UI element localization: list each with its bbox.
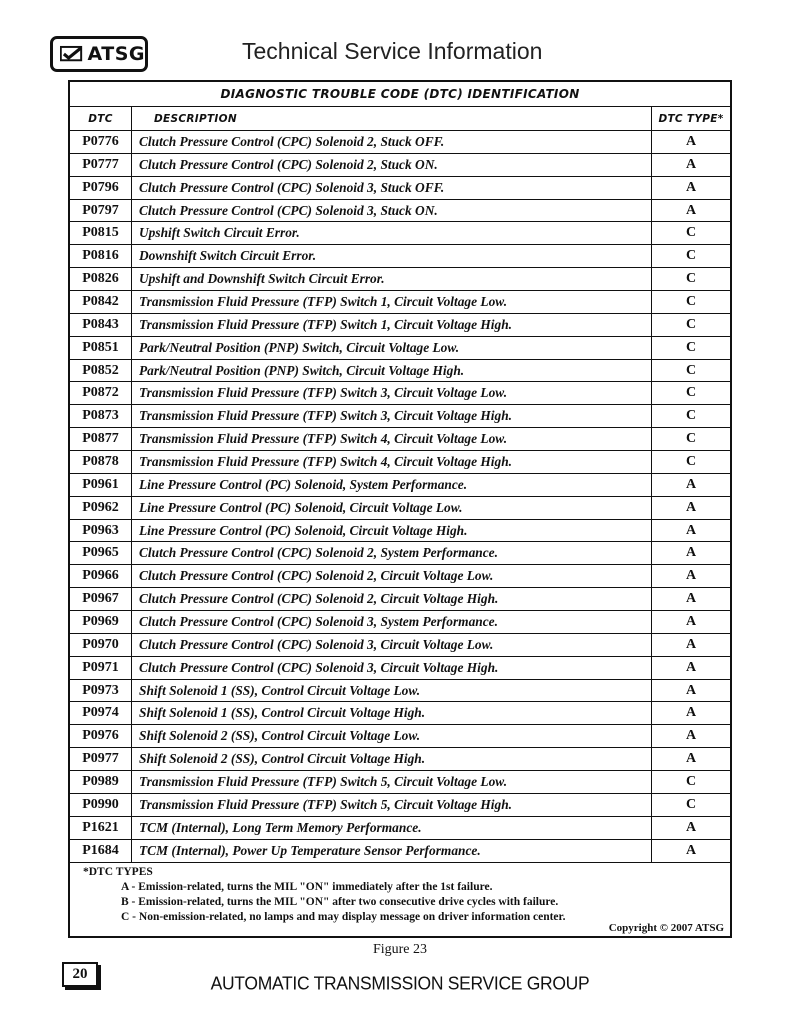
- description-cell: Clutch Pressure Control (CPC) Solenoid 3, Circuit Voltage High.: [132, 657, 652, 679]
- dtc-type-cell: A: [685, 202, 697, 218]
- description-cell: Park/Neutral Position (PNP) Switch, Circuit Voltage High.: [132, 360, 652, 382]
- note-line: A - Emission-related, turns the MIL "ON" immediately after the 1st failure.: [121, 880, 493, 893]
- dtc-code-cell: P0962: [70, 497, 132, 519]
- dtc-code-cell: P0990: [70, 794, 132, 816]
- table-row: [70, 291, 730, 314]
- table-row: [70, 702, 730, 725]
- dtc-type-notes: [70, 863, 730, 923]
- dtc-code-cell: P1684: [70, 840, 132, 862]
- table-row: [70, 268, 730, 291]
- dtc-type-cell: A: [685, 842, 697, 858]
- dtc-code-cell: P0989: [70, 771, 132, 793]
- table-row: [70, 337, 730, 360]
- dtc-code-cell: P0878: [70, 451, 132, 473]
- dtc-code-cell: P0797: [70, 200, 132, 222]
- table-row: [70, 680, 730, 703]
- dtc-code-cell: P0851: [70, 337, 132, 359]
- dtc-type-cell: A: [685, 133, 697, 149]
- checkmark-icon: [60, 43, 84, 65]
- description-cell: Clutch Pressure Control (CPC) Solenoid 3, Circuit Voltage Low.: [132, 634, 652, 656]
- dtc-type-cell: C: [685, 431, 697, 447]
- description-cell: Line Pressure Control (PC) Solenoid, System Performance.: [132, 474, 652, 496]
- description-cell: Clutch Pressure Control (CPC) Solenoid 2, Circuit Voltage Low.: [132, 565, 652, 587]
- description-cell: Clutch Pressure Control (CPC) Solenoid 2, System Performance.: [132, 542, 652, 564]
- description-cell: Upshift and Downshift Switch Circuit Error.: [132, 268, 652, 290]
- table-row: [70, 565, 730, 588]
- table-row: [70, 154, 730, 177]
- dtc-code-cell: P0873: [70, 405, 132, 427]
- table-row: [70, 200, 730, 223]
- dtc-type-cell: C: [685, 271, 697, 287]
- dtc-type-cell: A: [685, 728, 697, 744]
- table-row: [70, 222, 730, 245]
- column-header-type: DTC TYPE*: [658, 112, 724, 125]
- atsg-logo: [50, 36, 148, 72]
- dtc-table: [68, 80, 732, 938]
- table-row: [70, 474, 730, 497]
- table-row: [70, 314, 730, 337]
- dtc-type-cell: C: [685, 362, 697, 378]
- table-row: [70, 657, 730, 680]
- figure-caption: Figure 23: [372, 942, 428, 957]
- description-cell: Transmission Fluid Pressure (TFP) Switch 4, Circuit Voltage High.: [132, 451, 652, 473]
- description-cell: Transmission Fluid Pressure (TFP) Switch 4, Circuit Voltage Low.: [132, 428, 652, 450]
- description-cell: TCM (Internal), Power Up Temperature Sensor Performance.: [132, 840, 652, 862]
- logo-text: ATSG: [87, 43, 145, 65]
- description-cell: Transmission Fluid Pressure (TFP) Switch 1, Circuit Voltage High.: [132, 314, 652, 336]
- dtc-type-cell: A: [685, 751, 697, 767]
- description-cell: Shift Solenoid 2 (SS), Control Circuit Voltage High.: [132, 748, 652, 770]
- dtc-code-cell: P0777: [70, 154, 132, 176]
- table-row: [70, 817, 730, 840]
- dtc-type-cell: C: [685, 225, 697, 241]
- table-row: [70, 131, 730, 154]
- table-row: [70, 725, 730, 748]
- dtc-code-cell: P0872: [70, 382, 132, 404]
- dtc-type-cell: A: [685, 499, 697, 515]
- table-row: [70, 360, 730, 383]
- dtc-code-cell: P0977: [70, 748, 132, 770]
- table-row: [70, 588, 730, 611]
- dtc-code-cell: P0842: [70, 291, 132, 313]
- note-line: C - Non-emission-related, no lamps and may display message on driver information center.: [121, 910, 566, 923]
- dtc-code-cell: P0877: [70, 428, 132, 450]
- dtc-type-cell: C: [685, 385, 697, 401]
- dtc-code-cell: P0971: [70, 657, 132, 679]
- description-cell: Clutch Pressure Control (CPC) Solenoid 3, Stuck ON.: [132, 200, 652, 222]
- table-row: [70, 520, 730, 543]
- dtc-code-cell: P0816: [70, 245, 132, 267]
- dtc-type-cell: C: [685, 248, 697, 264]
- table-header-row: [70, 107, 730, 131]
- description-cell: Clutch Pressure Control (CPC) Solenoid 3, Stuck OFF.: [132, 177, 652, 199]
- description-cell: Transmission Fluid Pressure (TFP) Switch 1, Circuit Voltage Low.: [132, 291, 652, 313]
- description-cell: Transmission Fluid Pressure (TFP) Switch 3, Circuit Voltage High.: [132, 405, 652, 427]
- dtc-code-cell: P0970: [70, 634, 132, 656]
- dtc-type-cell: A: [685, 591, 697, 607]
- table-row: [70, 382, 730, 405]
- dtc-code-cell: P0973: [70, 680, 132, 702]
- table-row: [70, 611, 730, 634]
- note-line: B - Emission-related, turns the MIL "ON" after two consecutive drive cycles with failure.: [121, 895, 559, 908]
- dtc-code-cell: P0796: [70, 177, 132, 199]
- page-footer: AUTOMATIC TRANSMISSION SERVICE GROUP: [210, 972, 590, 994]
- copyright: Copyright © 2007 ATSG: [608, 922, 724, 934]
- dtc-code-cell: P0976: [70, 725, 132, 747]
- description-cell: Transmission Fluid Pressure (TFP) Switch 5, Circuit Voltage High.: [132, 794, 652, 816]
- description-cell: Shift Solenoid 2 (SS), Control Circuit Voltage Low.: [132, 725, 652, 747]
- dtc-type-cell: A: [685, 545, 697, 561]
- table-row: [70, 771, 730, 794]
- table-row: [70, 634, 730, 657]
- table-title: DIAGNOSTIC TROUBLE CODE (DTC) IDENTIFICATION: [70, 82, 730, 107]
- description-cell: Line Pressure Control (PC) Solenoid, Circuit Voltage High.: [132, 520, 652, 542]
- table-row: [70, 840, 730, 863]
- dtc-code-cell: P0852: [70, 360, 132, 382]
- dtc-type-cell: A: [685, 179, 697, 195]
- dtc-code-cell: P0843: [70, 314, 132, 336]
- page-header: [0, 0, 800, 80]
- table-row: [70, 428, 730, 451]
- table-row: [70, 748, 730, 771]
- dtc-type-cell: C: [685, 773, 697, 789]
- description-cell: Shift Solenoid 1 (SS), Control Circuit Voltage High.: [132, 702, 652, 724]
- description-cell: Clutch Pressure Control (CPC) Solenoid 2, Stuck ON.: [132, 154, 652, 176]
- dtc-type-cell: C: [685, 796, 697, 812]
- description-cell: Downshift Switch Circuit Error.: [132, 245, 652, 267]
- table-row: [70, 177, 730, 200]
- table-row: [70, 405, 730, 428]
- dtc-code-cell: P0969: [70, 611, 132, 633]
- dtc-code-cell: P0963: [70, 520, 132, 542]
- dtc-type-cell: A: [685, 568, 697, 584]
- description-cell: Transmission Fluid Pressure (TFP) Switch 5, Circuit Voltage Low.: [132, 771, 652, 793]
- dtc-type-cell: C: [685, 316, 697, 332]
- dtc-type-cell: C: [685, 453, 697, 469]
- table-row: [70, 245, 730, 268]
- dtc-type-cell: A: [685, 636, 697, 652]
- dtc-code-cell: P0966: [70, 565, 132, 587]
- column-header-description: DESCRIPTION: [132, 107, 652, 130]
- description-cell: TCM (Internal), Long Term Memory Performance.: [132, 817, 652, 839]
- dtc-type-cell: A: [685, 613, 697, 629]
- table-row: [70, 451, 730, 474]
- dtc-code-cell: P0967: [70, 588, 132, 610]
- description-cell: Park/Neutral Position (PNP) Switch, Circuit Voltage Low.: [132, 337, 652, 359]
- notes-heading: *DTC TYPES: [83, 865, 153, 878]
- dtc-type-cell: C: [685, 293, 697, 309]
- dtc-type-cell: A: [685, 156, 697, 172]
- dtc-code-cell: P0826: [70, 268, 132, 290]
- table-row: [70, 542, 730, 565]
- page-number: 20: [62, 962, 98, 987]
- dtc-type-cell: A: [685, 659, 697, 675]
- description-cell: Clutch Pressure Control (CPC) Solenoid 2, Stuck OFF.: [132, 131, 652, 153]
- page-title: Technical Service Information: [242, 38, 543, 64]
- table-body: [70, 131, 730, 863]
- dtc-code-cell: P0965: [70, 542, 132, 564]
- description-cell: Line Pressure Control (PC) Solenoid, Circuit Voltage Low.: [132, 497, 652, 519]
- description-cell: Clutch Pressure Control (CPC) Solenoid 2, Circuit Voltage High.: [132, 588, 652, 610]
- dtc-code-cell: P0961: [70, 474, 132, 496]
- dtc-code-cell: P0815: [70, 222, 132, 244]
- dtc-code-cell: P0776: [70, 131, 132, 153]
- dtc-code-cell: P0974: [70, 702, 132, 724]
- table-row: [70, 497, 730, 520]
- description-cell: Clutch Pressure Control (CPC) Solenoid 3, System Performance.: [132, 611, 652, 633]
- dtc-type-cell: C: [685, 408, 697, 424]
- dtc-type-cell: A: [685, 522, 697, 538]
- dtc-type-cell: A: [685, 819, 697, 835]
- column-header-dtc: DTC: [70, 107, 132, 130]
- table-row: [70, 794, 730, 817]
- dtc-type-cell: A: [685, 682, 697, 698]
- dtc-type-cell: A: [685, 476, 697, 492]
- description-cell: Transmission Fluid Pressure (TFP) Switch 3, Circuit Voltage Low.: [132, 382, 652, 404]
- description-cell: Upshift Switch Circuit Error.: [132, 222, 652, 244]
- dtc-type-cell: A: [685, 705, 697, 721]
- dtc-type-cell: C: [685, 339, 697, 355]
- dtc-code-cell: P1621: [70, 817, 132, 839]
- description-cell: Shift Solenoid 1 (SS), Control Circuit Voltage Low.: [132, 680, 652, 702]
